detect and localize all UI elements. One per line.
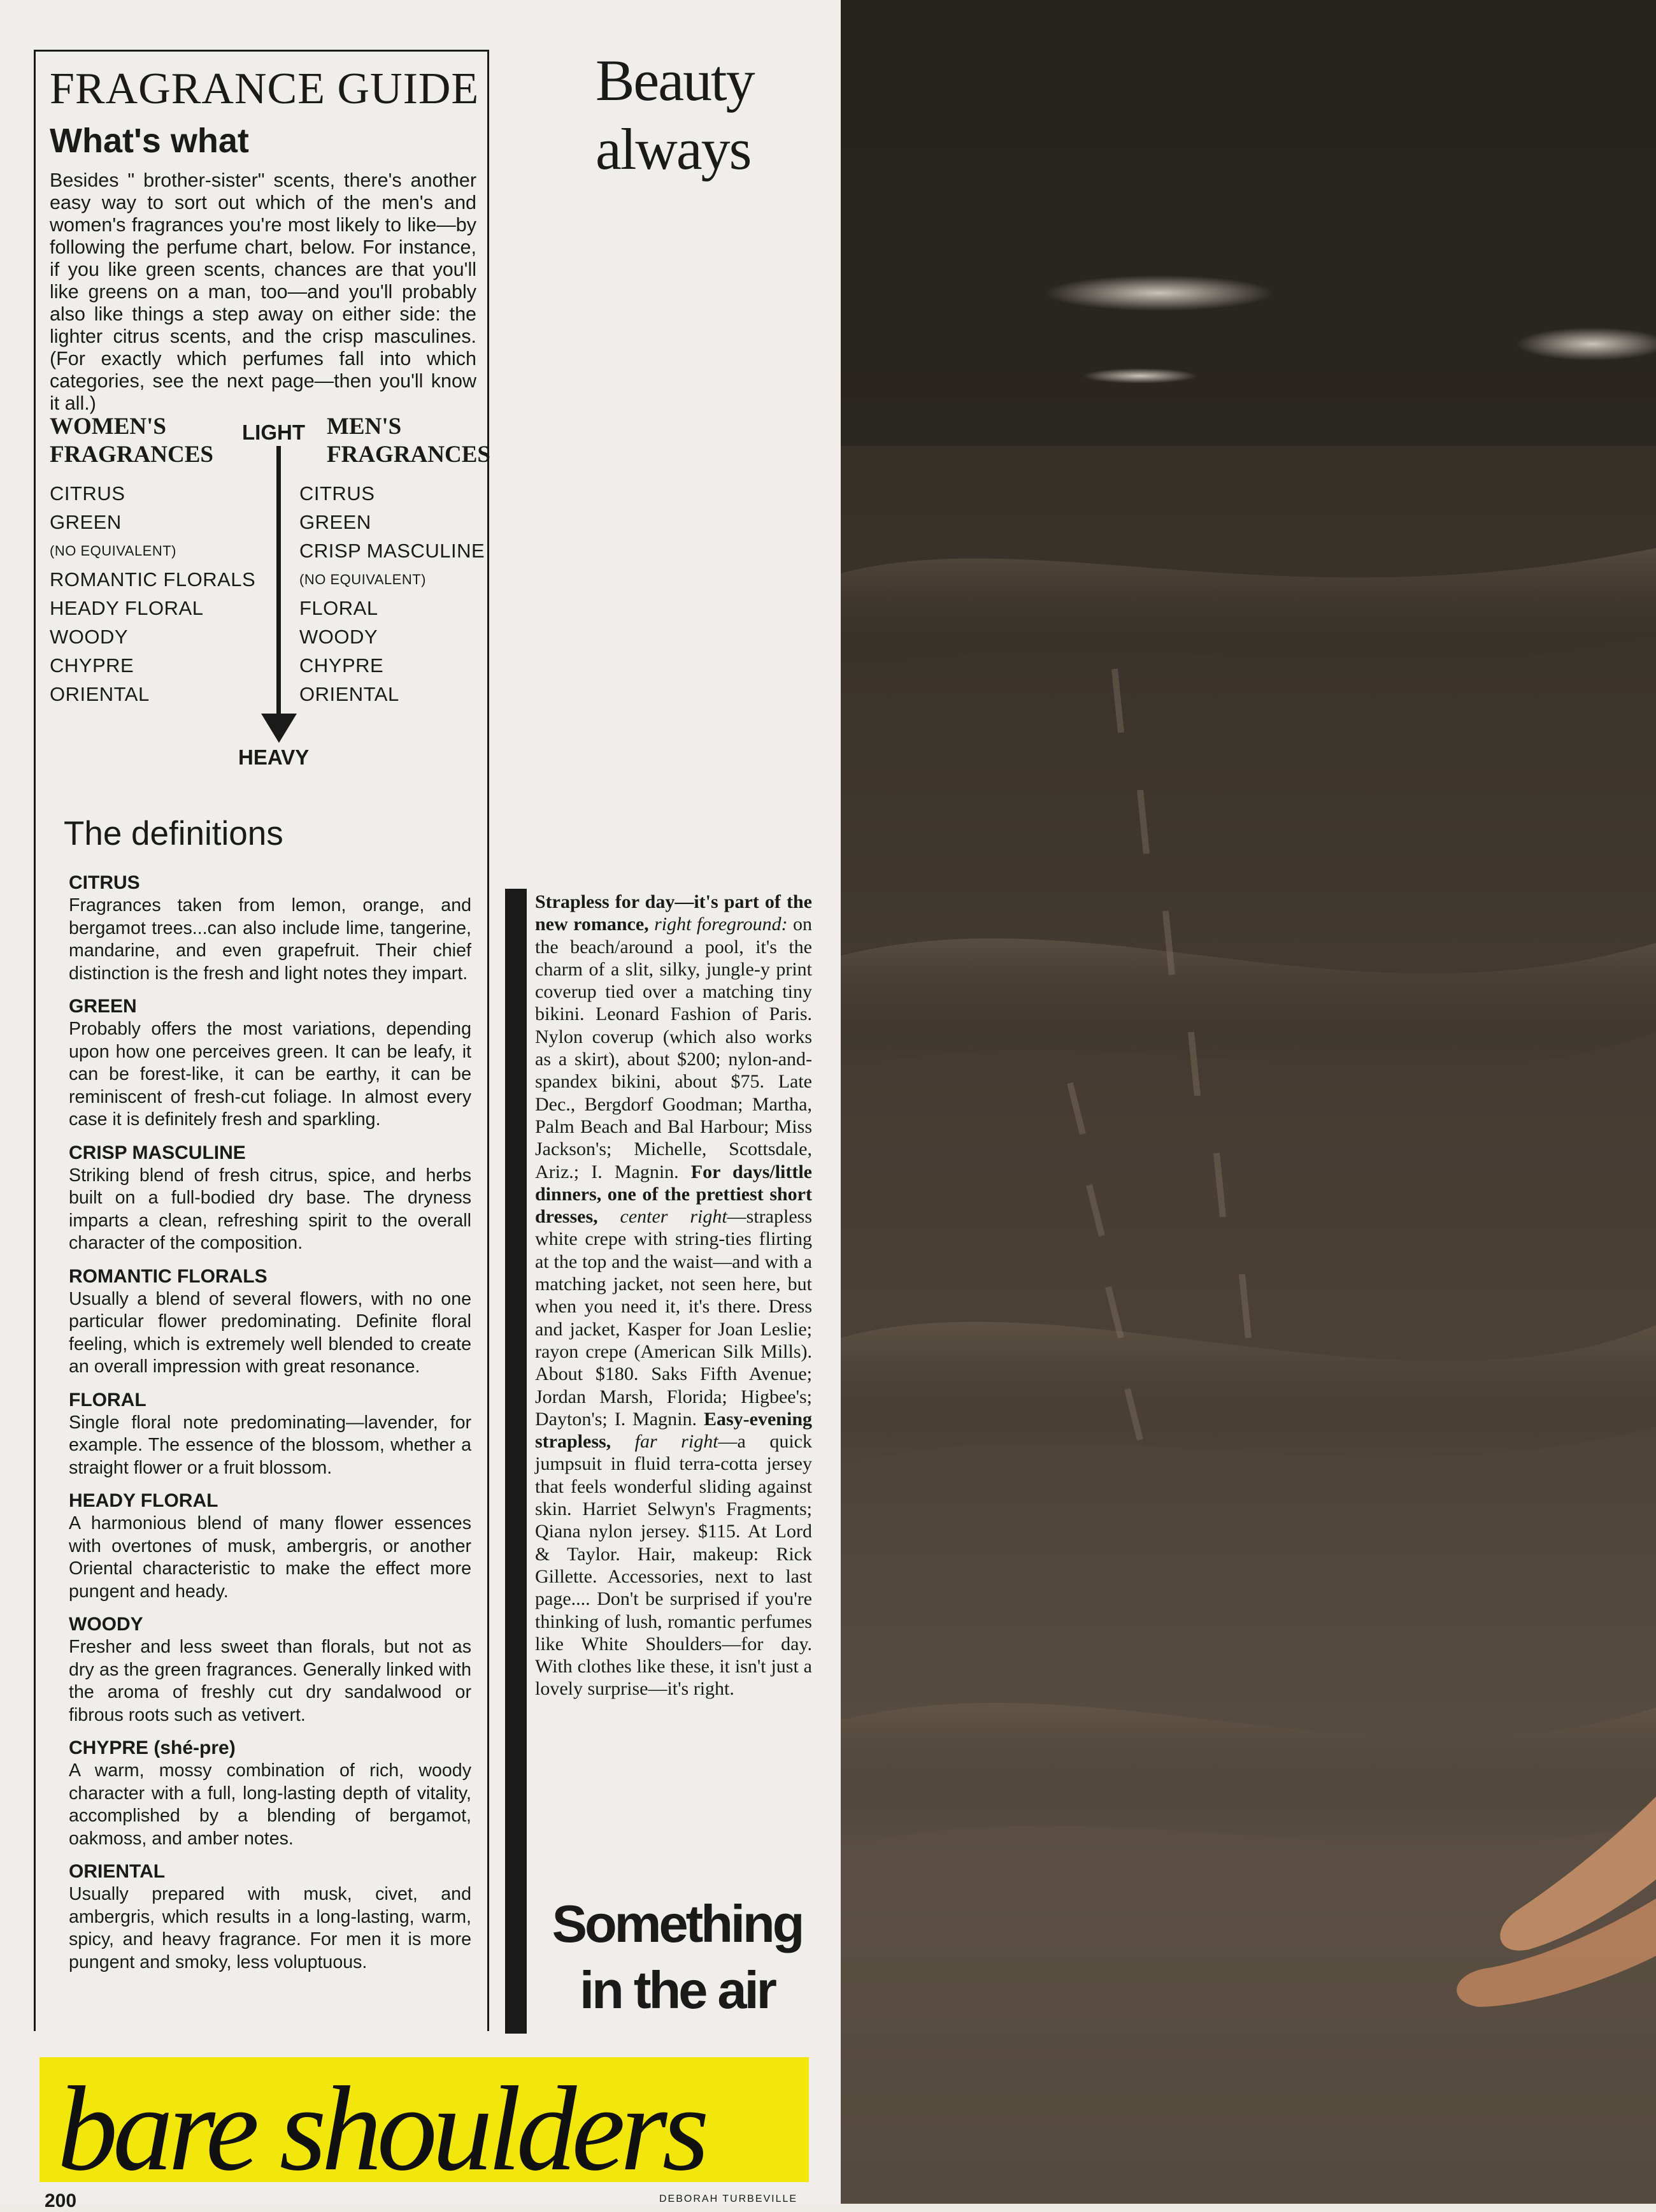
women-fragrance-item: CHYPRE (50, 654, 134, 677)
guide-intro: Besides " brother-sister" scents, there's another easy way to sort out which of the men's and women's fragrances you're most likely to like—by following the perfume chart, below. For instance, if you like green scents, chances are that you'll like greens on a man, too—and you'll probably also like things a step away on either side: the lighter citrus scents, and the crisp masculines. (For exactly which perfumes fall into which categories, see the next page—then you'll know it all.) (50, 169, 476, 414)
women-heading-line-1: WOMEN'S (50, 413, 166, 440)
definition-item (69, 1490, 471, 1603)
article-headline (596, 46, 818, 183)
definition-term: FLORAL (69, 1389, 146, 1411)
definition-term: WOODY (69, 1614, 143, 1635)
definitions-title: The definitions (64, 815, 283, 852)
body-text-3: —a quick jumpsuit in fluid terra-cotta jersey that feels wonderful sliding against skin. Harriet Selwyn's Fragments; Qiana nylon jersey. $115. At Lord & Taylor. Hair, makeup: Rick Gillette. Accessories, next to last page.... Don't be surprised if you're thinking of lush, romantic perfumes like White Shoulders—for day. With clothes like these, it isn't just a lovely surprise—it's right. (535, 1431, 812, 1700)
body-bold-2: For days/little dinners, one of the prettiest short dresses, (535, 1161, 812, 1228)
photo-credit: DEBORAH TURBEVILLE (659, 2194, 798, 2204)
sand-texture (841, 0, 1656, 2204)
body-text-1: on the beach/around a pool, it's the charm of a slit, silky, jungle-y print coverup tied over a matching tiny bikini. Leonard Fashion of Paris. Nylon coverup (which also works as a skirt), about $200; nylon-and-spandex bikini, about $75. Late Dec., Bergdorf Goodman; Martha, Palm Beach and Bal Harbour; Miss Jackson's; Michelle, Scottsdale, Ariz.; I. Magnin. (535, 914, 813, 1182)
definition-item (69, 872, 471, 985)
definition-item (69, 1613, 471, 1727)
women-fragrance-item: ROMANTIC FLORALS (50, 568, 256, 591)
definition-item (69, 1142, 471, 1255)
page-number: 200 (45, 2190, 77, 2211)
body-bold-3: Easy-evening strapless, (535, 1408, 813, 1453)
definition-term: CHYPRE (shé-pre) (69, 1737, 236, 1758)
men-fragrance-item: WOODY (299, 626, 378, 648)
definition-term: CRISP MASCULINE (69, 1142, 246, 1163)
article-body (535, 891, 812, 1700)
women-fragrances-heading (50, 413, 213, 469)
definition-text: Fragrances taken from lemon, orange, and bergamot trees...can also include lime, tangerine, mandarine, and even grapefruit. Their chief distinction is the fresh and light notes they impart. (69, 895, 471, 984)
definition-text: A harmonious blend of many flower essences with overtones of musk, ambergris, or another Oriental characteristic to make the effect more pungent and heady. (69, 1513, 471, 1602)
men-fragrances-heading (327, 413, 490, 469)
women-fragrance-item: HEADY FLORAL (50, 597, 204, 619)
column-rule (505, 889, 527, 2034)
body-bold-1: Strapless for day—it's part of the new romance, (535, 891, 812, 935)
body-italic-2: center right (620, 1206, 727, 1228)
definition-term: ROMANTIC FLORALS (69, 1265, 268, 1287)
headline-line-1: Beauty (596, 48, 754, 113)
arrow-down-icon (261, 714, 297, 743)
men-fragrance-item: FLORAL (299, 597, 378, 619)
definition-term: HEADY FLORAL (69, 1490, 218, 1511)
headline-line-2: always (596, 117, 751, 182)
men-heading-line-2: FRAGRANCES (327, 442, 490, 468)
heavy-label: HEAVY (238, 745, 310, 769)
definition-text: Usually a blend of several flowers, with no one particular flower predominating. Definite floral feeling, which is extremely well blended to create an overall impression with great resonance. (69, 1288, 471, 1377)
definition-item (69, 1737, 471, 1850)
yellow-banner (39, 2057, 809, 2182)
definition-item (69, 1389, 471, 1480)
article-subhead (537, 1891, 817, 2023)
subhead-line-2: in the air (580, 1960, 774, 2020)
men-fragrance-item: (NO EQUIVALENT) (299, 571, 427, 587)
men-fragrance-list (299, 479, 485, 708)
definition-text: Usually prepared with musk, civet, and ambergris, which results in a long-lasting, warm, spicy, and heavy fragrance. For men it is more pungent and smoky, less voluptuous. (69, 1884, 471, 1972)
definition-item (69, 1265, 471, 1379)
definition-item (69, 995, 471, 1131)
women-fragrance-item: CITRUS (50, 482, 125, 505)
women-fragrance-list (50, 479, 255, 708)
definition-term: CITRUS (69, 872, 140, 893)
definitions-list (69, 872, 471, 1984)
definition-term: GREEN (69, 996, 137, 1017)
men-fragrance-item: ORIENTAL (299, 683, 399, 705)
definition-text: Probably offers the most variations, depending upon how one perceives green. It can be leafy, it can be forest-like, it can be earthy, it can be reminiscent of fresh-cut foliage. In almost every case it is definitely fresh and sparkling. (69, 1019, 471, 1130)
definition-text: Striking blend of fresh citrus, spice, and herbs built on a full-bodied dry base. The dryness imparts a clean, refreshing spirit to the overall character of the composition. (69, 1165, 471, 1253)
definition-item (69, 1860, 471, 1974)
men-fragrance-item: CHYPRE (299, 654, 384, 677)
definition-text: Fresher and less sweet than florals, but not as dry as the green fragrances. Generally linked with the aroma of freshly cut dry sandalwood or fibrous roots such as vetivert. (69, 1637, 471, 1725)
body-italic-1: right foreground: (654, 914, 788, 935)
men-heading-line-1: MEN'S (327, 413, 402, 440)
definition-text: A warm, mossy combination of rich, woody character with a full, long-lasting depth of vitality, accomplished by a blending of bergamot, oakmoss, and amber notes. (69, 1760, 471, 1849)
women-fragrance-item: ORIENTAL (50, 683, 150, 705)
guide-title: FRAGRANCE GUIDE (50, 64, 480, 113)
men-fragrance-item: GREEN (299, 511, 371, 533)
women-fragrance-item: WOODY (50, 626, 129, 648)
guide-subtitle: What's what (50, 122, 249, 160)
banner-title: bare shoulders (57, 2062, 704, 2182)
body-italic-3: far right (634, 1431, 718, 1453)
light-label: LIGHT (242, 420, 305, 444)
light-to-heavy-arrow (276, 446, 281, 720)
definition-text: Single floral note predominating—lavender, for example. The essence of the blossom, whether a straight flower or a fruit blossom. (69, 1412, 471, 1478)
body-text-2: —strapless white crepe with string-ties flirting at the top and the waist—and with a matching jacket, not seen here, but when you need it, it's there. Dress and jacket, Kasper for Joan Leslie; rayon crepe (American Silk Mills). About $180. Saks Fifth Avenue; Jordan Marsh, Florida; Higbee's; Dayton's; I. Magnin. (535, 1206, 812, 1430)
women-fragrance-item: GREEN (50, 511, 122, 533)
women-heading-line-2: FRAGRANCES (50, 442, 213, 468)
beach-sand-photo (841, 0, 1656, 2204)
definition-term: ORIENTAL (69, 1861, 166, 1882)
women-fragrance-item: (NO EQUIVALENT) (50, 543, 177, 559)
men-fragrance-item: CRISP MASCULINE (299, 540, 485, 562)
men-fragrance-item: CITRUS (299, 482, 375, 505)
subhead-line-1: Something (552, 1894, 803, 1953)
